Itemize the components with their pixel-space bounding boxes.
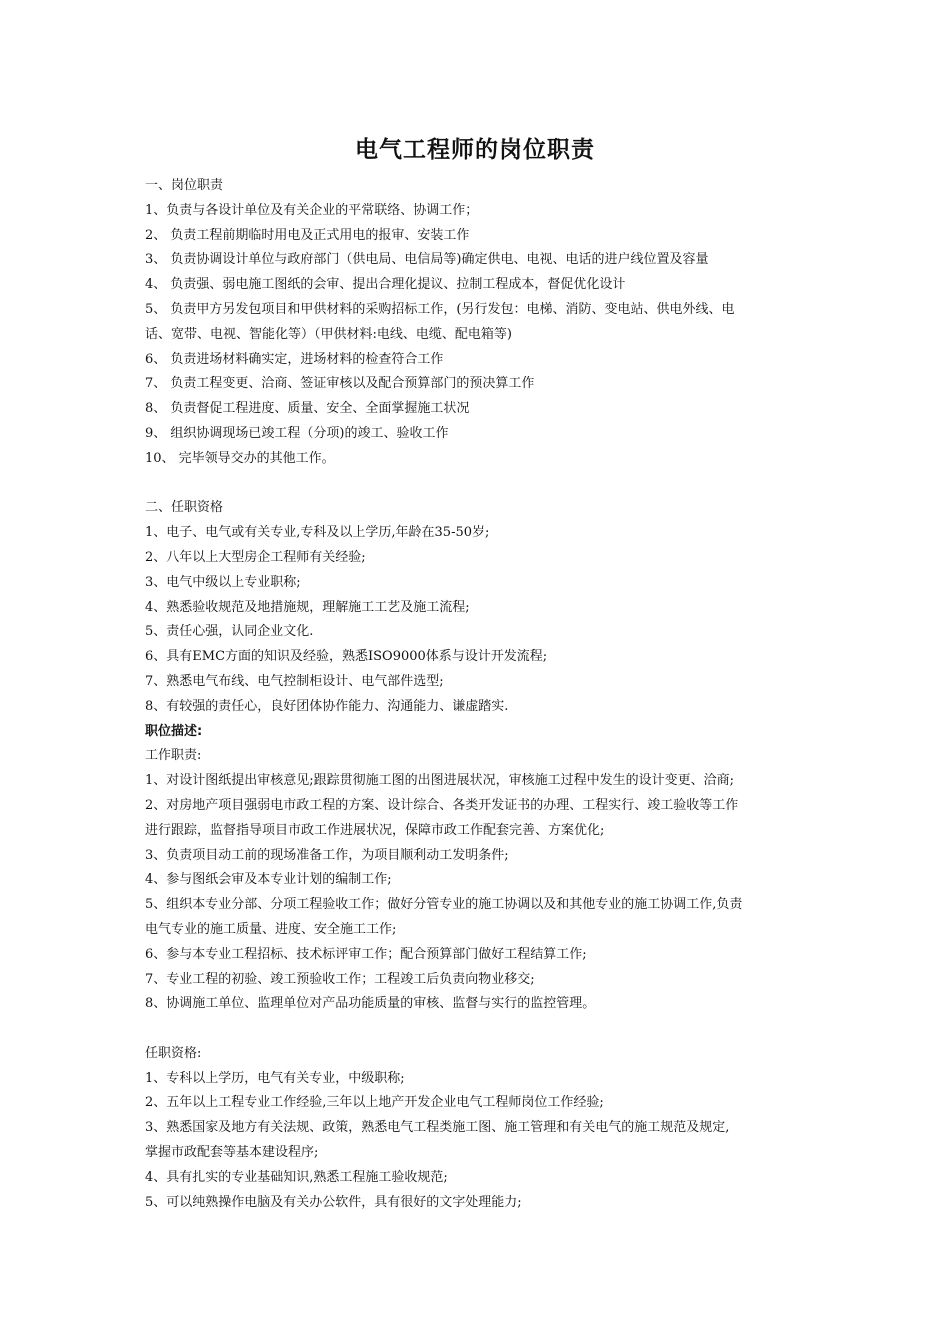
list-item: 8、协调施工单位、监理单位对产品功能质量的审核、监督与实行的监控管理。 (145, 996, 596, 1012)
list-item: 7、专业工程的初验、竣工预验收工作；工程竣工后负责向物业移交; (145, 971, 535, 987)
section-heading-duties: 一、岗位职责 (145, 178, 224, 193)
duties-list (145, 199, 815, 472)
list-item: 3、 负责协调设计单位与政府部门（供电局、电信局等)确定供电、电视、电话的进户线位置及容量 (145, 252, 709, 268)
list-item: 10、 完毕领导交办的其他工作。 (145, 450, 335, 466)
list-item: 6、具有EMC方面的知识及经验，熟悉ISO9000体系与设计开发流程; (145, 649, 548, 665)
list-item: 6、 负责进场材料确实定，进场材料的检查符合工作 (145, 351, 444, 367)
list-item: 7、 负责工程变更、洽商、签证审核以及配合预算部门的预决算工作 (145, 376, 535, 392)
section-heading-job-description: 职位描述: (145, 723, 203, 739)
list-item: 8、 负责督促工程进度、质量、安全、全面掌握施工状况 (145, 401, 470, 417)
list-item: 电气专业的施工质量、进度、安全施工工作; (145, 921, 397, 937)
list-item: 3、熟悉国家及地方有关法规、政策，熟悉电气工程类施工图、施工管理和有关电气的施工规范及规定, (145, 1120, 730, 1136)
list-item: 7、熟悉电气布线、电气控制柜设计、电气部件选型; (145, 673, 444, 689)
work-duties-list (145, 769, 815, 1017)
document-title: 电气工程师的岗位职责 (355, 137, 595, 163)
list-item: 4、具有扎实的专业基础知识,熟悉工程施工验收规范; (145, 1169, 448, 1185)
spacer (145, 472, 815, 497)
document-body (145, 174, 815, 1215)
list-item: 1、电子、电气或有关专业,专科及以上学历,年龄在35-50岁; (145, 525, 490, 541)
list-item: 5、可以纯熟操作电脑及有关办公软件，具有很好的文字处理能力; (145, 1194, 522, 1210)
list-item: 4、参与图纸会审及本专业计划的编制工作; (145, 872, 392, 888)
list-item: 2、八年以上大型房企工程师有关经验; (145, 549, 366, 565)
list-item: 2、五年以上工程专业工作经验,三年以上地产开发企业电气工程师岗位工作经验; (145, 1095, 604, 1111)
list-item: 5、组织本专业分部、分项工程验收工作；做好分管专业的施工协调以及和其他专业的施工协调工作,负责 (145, 897, 743, 913)
list-item: 2、 负责工程前期临时用电及正式用电的报审、安装工作 (145, 227, 470, 243)
list-item: 话、宽带、电视、智能化等）（甲供材料:电线、电缆、配电箱等) (145, 326, 512, 342)
list-item: 掌握市政配套等基本建设程序; (145, 1145, 319, 1161)
list-item: 6、参与本专业工程招标、技术标评审工作；配合预算部门做好工程结算工作; (145, 946, 587, 962)
list-item: 1、专科以上学历，电气有关专业，中级职称; (145, 1070, 405, 1086)
list-item: 4、熟悉验收规范及地措施规，理解施工工艺及施工流程; (145, 599, 470, 615)
list-item: 4、 负责强、弱电施工图纸的会审、提出合理化提议、拉制工程成本，督促优化设计 (145, 277, 626, 293)
list-item: 1、对设计图纸提出审核意见;跟踪贯彻施工图的出图进展状况，审核施工过程中发生的设计变更、洽商; (145, 773, 735, 789)
list-item: 5、责任心强，认同企业文化. (145, 624, 314, 640)
list-item: 9、 组织协调现场已竣工程（分项)的竣工、验收工作 (145, 425, 449, 441)
job-requirements-list (145, 1067, 815, 1216)
list-item: 5、 负责甲方另发包项目和甲供材料的采购招标工作，(另行发包：电梯、消防、变电站、供电外线、电 (145, 301, 735, 317)
list-item: 3、负责项目动工前的现场准备工作，为项目顺利动工发明条件; (145, 847, 509, 863)
subheading-work-duties: 工作职责: (145, 748, 202, 764)
section-heading-job-requirements: 任职资格: (145, 1045, 202, 1061)
list-item: 1、负责与各设计单位及有关企业的平常联络、协调工作； (145, 202, 479, 218)
spacer (145, 1017, 815, 1042)
list-item: 进行跟踪，监督指导项目市政工作进展状况，保障市政工作配套完善、方案优化; (145, 822, 605, 838)
list-item: 8、有较强的责任心，良好团体协作能力、沟通能力、谦虚踏实. (145, 698, 509, 714)
section-heading-qualifications: 二、任职资格 (145, 500, 224, 516)
list-item: 2、对房地产项目强弱电市政工程的方案、设计综合、各类开发证书的办理、工程实行、竣工验收等工作 (145, 797, 739, 813)
qualifications-list (145, 521, 815, 719)
list-item: 3、电气中级以上专业职称; (145, 574, 301, 590)
